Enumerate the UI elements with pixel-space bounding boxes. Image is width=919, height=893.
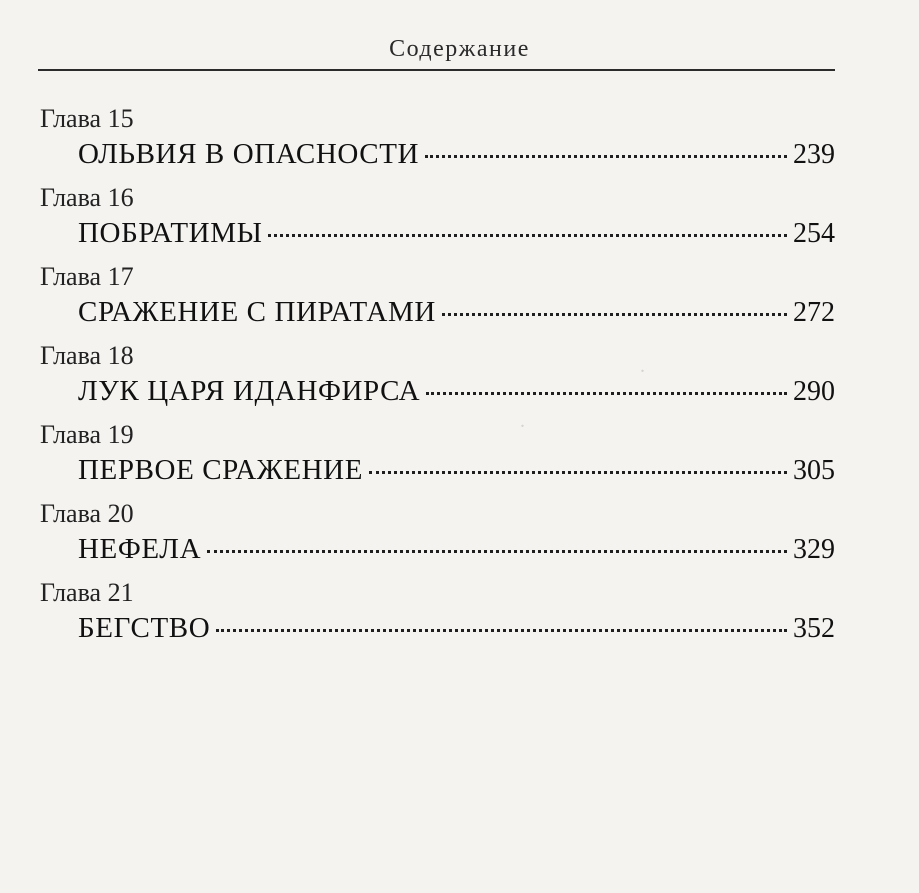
page-number: 352 <box>793 613 835 644</box>
dot-leader <box>425 152 787 158</box>
page-title: Содержание <box>389 36 530 62</box>
toc-entry-line <box>78 375 835 408</box>
chapter-label: Глава 15 <box>40 104 134 133</box>
chapter-title: ЛУК ЦАРЯ ИДАНФИРСА <box>78 375 421 407</box>
toc-entry <box>0 499 919 578</box>
page-number: 305 <box>793 455 835 486</box>
chapter-label: Глава 20 <box>40 499 134 528</box>
chapter-title: СРАЖЕНИЕ С ПИРАТАМИ <box>78 296 436 328</box>
page-number: 239 <box>793 139 835 170</box>
toc-entry <box>0 262 919 341</box>
toc-entry <box>0 104 919 183</box>
chapter-label: Глава 19 <box>40 420 134 449</box>
toc-entry <box>0 183 919 262</box>
chapter-label: Глава 16 <box>40 183 134 212</box>
page-number: 254 <box>793 218 835 249</box>
toc-entry-line <box>78 138 835 171</box>
chapter-title: ПОБРАТИМЫ <box>78 217 263 249</box>
toc-entry-line <box>78 533 835 566</box>
dot-leader <box>268 231 787 237</box>
toc-entry-line <box>78 454 835 487</box>
dot-leader <box>207 547 787 553</box>
header-divider <box>38 69 835 71</box>
toc-entry <box>0 420 919 499</box>
reverse-side-show-through: . . <box>520 355 645 432</box>
chapter-label: Глава 21 <box>40 578 134 607</box>
toc-entry <box>0 578 919 657</box>
toc-entry-line <box>78 217 835 250</box>
toc-entry-line <box>78 612 835 645</box>
page-number: 272 <box>793 297 835 328</box>
chapter-label: Глава 17 <box>40 262 134 291</box>
chapter-title: ПЕРВОЕ СРАЖЕНИЕ <box>78 454 364 486</box>
dot-leader <box>426 389 787 395</box>
page-number: 329 <box>793 534 835 565</box>
page-number: 290 <box>793 376 835 407</box>
chapter-title: БЕГСТВО <box>78 612 211 644</box>
dot-leader <box>216 626 787 632</box>
chapter-title: ОЛЬВИЯ В ОПАСНОСТИ <box>78 138 420 170</box>
dot-leader <box>369 468 787 474</box>
toc-entry <box>0 341 919 420</box>
toc-entry-line <box>78 296 835 329</box>
dot-leader <box>442 310 787 316</box>
chapter-label: Глава 18 <box>40 341 134 370</box>
table-of-contents <box>0 104 919 657</box>
chapter-title: НЕФЕЛА <box>78 533 202 565</box>
